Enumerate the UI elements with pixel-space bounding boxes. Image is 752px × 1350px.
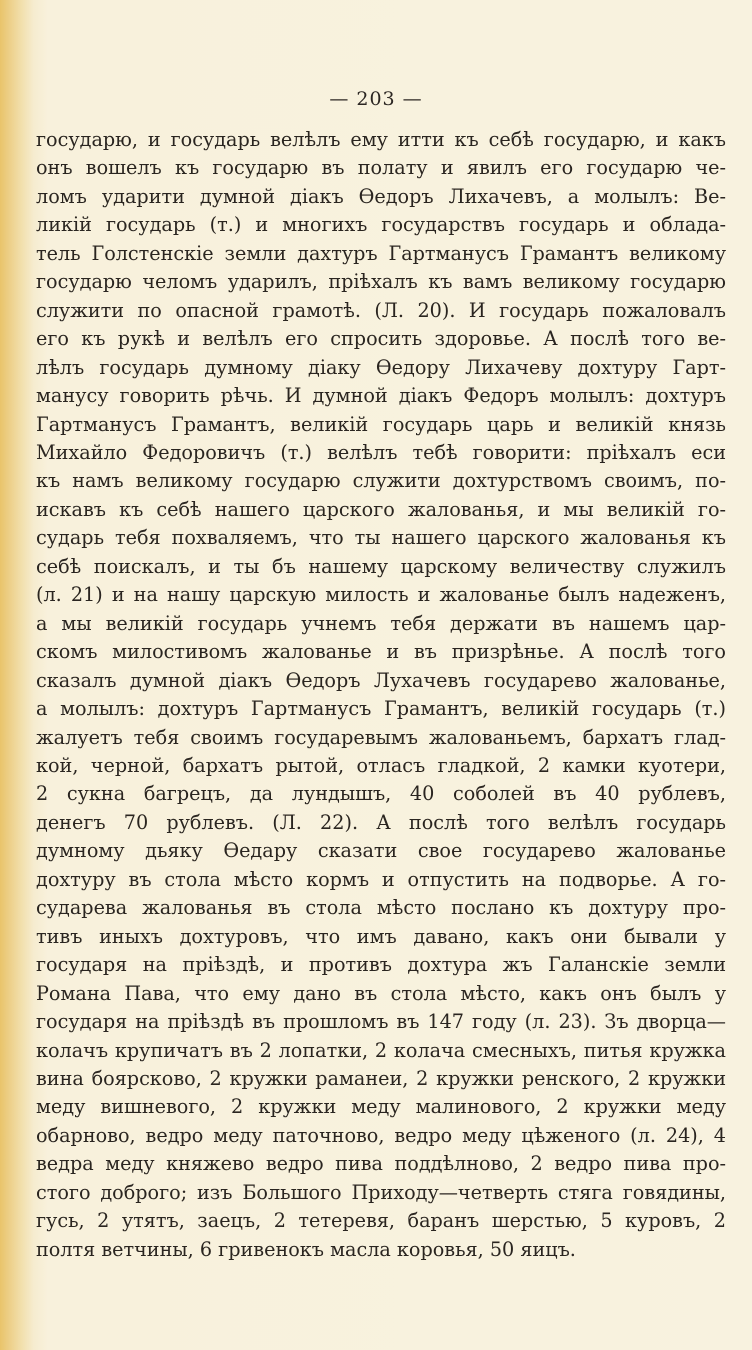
text-line: скомъ милостивомъ жалованье и въ призрѣнье. А послѣ того bbox=[36, 640, 726, 664]
text-line: сударева жалованья въ стола мѣсто послано къ дохтуру про- bbox=[36, 896, 726, 920]
text-line: денегъ 70 рублевъ. (Л. 22). А послѣ того велѣлъ государь bbox=[36, 810, 726, 834]
text-line: его къ рукѣ и велѣлъ его спросить здоровье. А послѣ того ве- bbox=[36, 327, 726, 351]
text-line: государя на пріѣздѣ въ прошломъ въ 147 году (л. 23). Зъ дворца— bbox=[36, 1010, 726, 1034]
text-line: думному дьяку Ѳедару сказати свое государево жалованье bbox=[36, 839, 726, 863]
text-line: сказалъ думной діакъ Ѳедоръ Лухачевъ государево жалованье, bbox=[36, 668, 726, 692]
text-line: а мы великій государь учнемъ тебя держати въ нашемъ цар- bbox=[36, 611, 726, 635]
text-line: обарново, ведро меду паточново, ведро меду цѣженого (л. 24), 4 bbox=[36, 1123, 726, 1147]
text-line: 2 сукна багрецъ, да лундышъ, 40 соболей въ 40 рублевъ, bbox=[36, 782, 726, 806]
text-line: гусь, 2 утятъ, заецъ, 2 тетеревя, баранъ шерстью, 5 куровъ, 2 bbox=[36, 1209, 726, 1233]
text-line: жалуетъ тебя своимъ государевымъ жалованьемъ, бархатъ глад- bbox=[36, 725, 726, 749]
text-line: государю, и государь велѣлъ ему итти къ себѣ государю, и какъ bbox=[36, 128, 726, 151]
text-line: сударь тебя похваляемъ, что ты нашего царского жалованья къ bbox=[36, 526, 726, 550]
text-line: (л. 21) и на нашу царскую милость и жалованье былъ надеженъ, bbox=[36, 583, 726, 607]
text-line: колачъ крупичатъ въ 2 лопатки, 2 колача смесныхъ, питья кружка bbox=[36, 1038, 726, 1062]
text-line: къ намъ великому государю служити дохтурствомъ своимъ, по- bbox=[36, 469, 726, 493]
text-line: онъ вошелъ къ государю въ полату и явилъ его государю че- bbox=[36, 156, 726, 180]
text-line: стого доброго; изъ Большого Приходу—четверть стяга говядины, bbox=[36, 1180, 726, 1204]
text-line: манусу говорить рѣчь. И думной діакъ Федоръ молылъ: дохтуръ bbox=[36, 384, 726, 408]
text-line: Романа Пава, что ему дано въ стола мѣсто, какъ онъ былъ у bbox=[36, 981, 726, 1005]
text-line: полтя ветчины, 6 гривенокъ масла коровья, 50 яицъ. bbox=[36, 1237, 576, 1261]
text-line: вина боярсково, 2 кружки раманеи, 2 кружки ренского, 2 кружки bbox=[36, 1066, 726, 1090]
text-line: ломъ ударити думной діакъ Ѳедоръ Лихачевъ, а молылъ: Ве- bbox=[36, 184, 726, 208]
text-line: ведра меду княжево ведро пива поддѣлново, 2 ведро пива про- bbox=[36, 1152, 726, 1176]
text-line: тивъ иныхъ дохтуровъ, что имъ давано, какъ они бывали у bbox=[36, 924, 726, 948]
body-text bbox=[36, 126, 726, 1264]
text-line: меду вишневого, 2 кружки меду малинового, 2 кружки меду bbox=[36, 1095, 726, 1119]
text-line: Гартманусъ Грамантъ, великій государь царь и великій князь bbox=[36, 412, 726, 436]
text-line: дохтуру въ стола мѣсто кормъ и отпустить на подворье. А го- bbox=[36, 867, 726, 891]
text-line: а молылъ: дохтуръ Гартманусъ Грамантъ, великій государь (т.) bbox=[36, 697, 726, 721]
text-line: искавъ къ себѣ нашего царского жалованья, и мы великій го- bbox=[36, 497, 726, 521]
text-line: государю челомъ ударилъ, пріѣхалъ къ вамъ великому государю bbox=[36, 270, 726, 294]
page-number: — 203 — bbox=[329, 88, 423, 110]
text-line: государя на пріѣздѣ, и противъ дохтура жъ Галанскіе земли bbox=[36, 953, 726, 977]
text-line: Михайло Федоровичъ (т.) велѣлъ тебѣ говорити: пріѣхалъ еси bbox=[36, 440, 726, 464]
text-line: себѣ поискалъ, и ты бъ нашему царскому величеству служилъ bbox=[36, 554, 726, 578]
text-line: служити по опасной грамотѣ. (Л. 20). И государь пожаловалъ bbox=[36, 298, 726, 322]
text-line: ликій государь (т.) и многихъ государствъ государь и облада- bbox=[36, 213, 726, 237]
text-line: тель Голстенскіе земли дахтуръ Гартманусъ Грамантъ великому bbox=[36, 241, 726, 265]
text-line: лѣлъ государь думному діаку Ѳедору Лихачеву дохтуру Гарт- bbox=[36, 355, 726, 379]
text-line: кой, черной, бархатъ рытой, отласъ гладкой, 2 камки куотери, bbox=[36, 753, 726, 777]
